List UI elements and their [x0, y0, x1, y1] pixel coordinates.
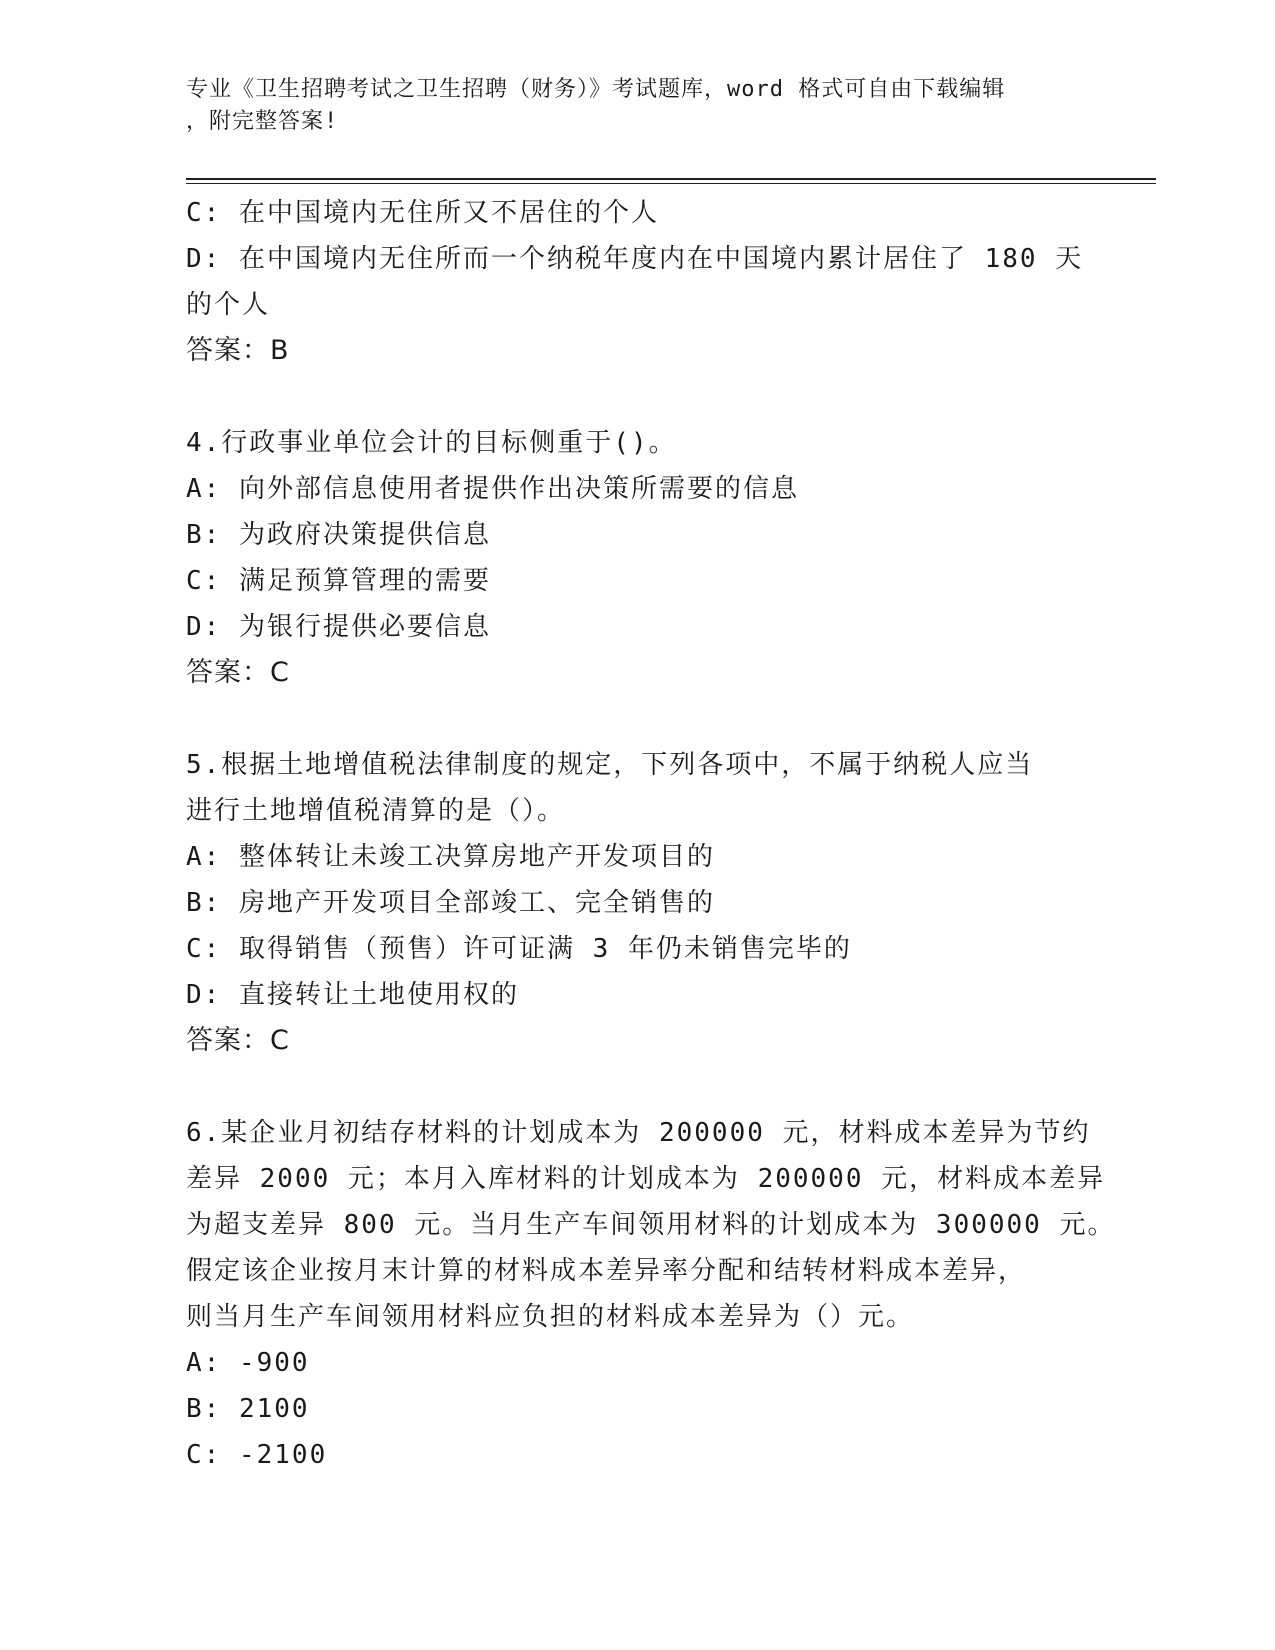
question-text-line-1: 5.根据土地增值税法律制度的规定，下列各项中，不属于纳税人应当	[186, 750, 1034, 780]
spacer	[186, 696, 1086, 742]
document-header	[186, 74, 1086, 138]
spacer	[186, 374, 1086, 420]
header-line-1: 专业《卫生招聘考试之卫生招聘（财务）》考试题库，word 格式可自由下载编辑	[186, 77, 1006, 102]
option-b: B: 为政府决策提供信息	[186, 520, 491, 550]
question-text-line-2: 差异 2000 元；本月入库材料的计划成本为 200000 元，材料成本差异	[186, 1164, 1106, 1194]
option-d: D: 为银行提供必要信息	[186, 612, 491, 642]
answer: 答案：B	[186, 335, 290, 366]
option-a: A: 向外部信息使用者提供作出决策所需要的信息	[186, 474, 799, 504]
question-text-line-2: 进行土地增值税清算的是（）。	[186, 796, 566, 826]
answer: 答案：C	[186, 1025, 290, 1056]
header-line-2: ，附完整答案!	[186, 109, 339, 134]
spacer	[186, 1064, 1086, 1110]
option-c: C: 满足预算管理的需要	[186, 566, 491, 596]
question-4	[186, 420, 1086, 696]
question-list	[186, 190, 1116, 1478]
question-text: 4.行政事业单位会计的目标侧重于()。	[186, 428, 677, 458]
option-c: C: -2100	[186, 1440, 328, 1470]
option-b: B: 房地产开发项目全部竣工、完全销售的	[186, 888, 715, 918]
question-6	[186, 1110, 1116, 1478]
question-3	[186, 190, 1086, 374]
option-d: D: 直接转让土地使用权的	[186, 980, 519, 1010]
question-text-line-4: 假定该企业按月末计算的材料成本差异率分配和结转材料成本差异，	[186, 1256, 1027, 1286]
answer: 答案：C	[186, 657, 290, 688]
option-d-line-1: D: 在中国境内无住所而一个纳税年度内在中国境内累计居住了 180 天	[186, 244, 1084, 274]
question-text-line-1: 6.某企业月初结存材料的计划成本为 200000 元，材料成本差异为节约	[186, 1118, 1091, 1148]
header-divider-thin	[186, 183, 1156, 184]
question-5	[186, 742, 1086, 1064]
question-text-line-5: 则当月生产车间领用材料应负担的材料成本差异为（）元。	[186, 1302, 915, 1332]
option-d-line-2: 的个人	[186, 290, 271, 320]
option-c: C: 在中国境内无住所又不居住的个人	[186, 198, 659, 228]
option-b: B: 2100	[186, 1394, 310, 1424]
option-a: A: 整体转让未竣工决算房地产开发项目的	[186, 842, 715, 872]
header-divider-thick	[186, 178, 1156, 180]
option-c: C: 取得销售（预售）许可证满 3 年仍未销售完毕的	[186, 934, 852, 964]
question-text-line-3: 为超支差异 800 元。当月生产车间领用材料的计划成本为 300000 元。	[186, 1210, 1116, 1240]
option-a: A: -900	[186, 1348, 310, 1378]
